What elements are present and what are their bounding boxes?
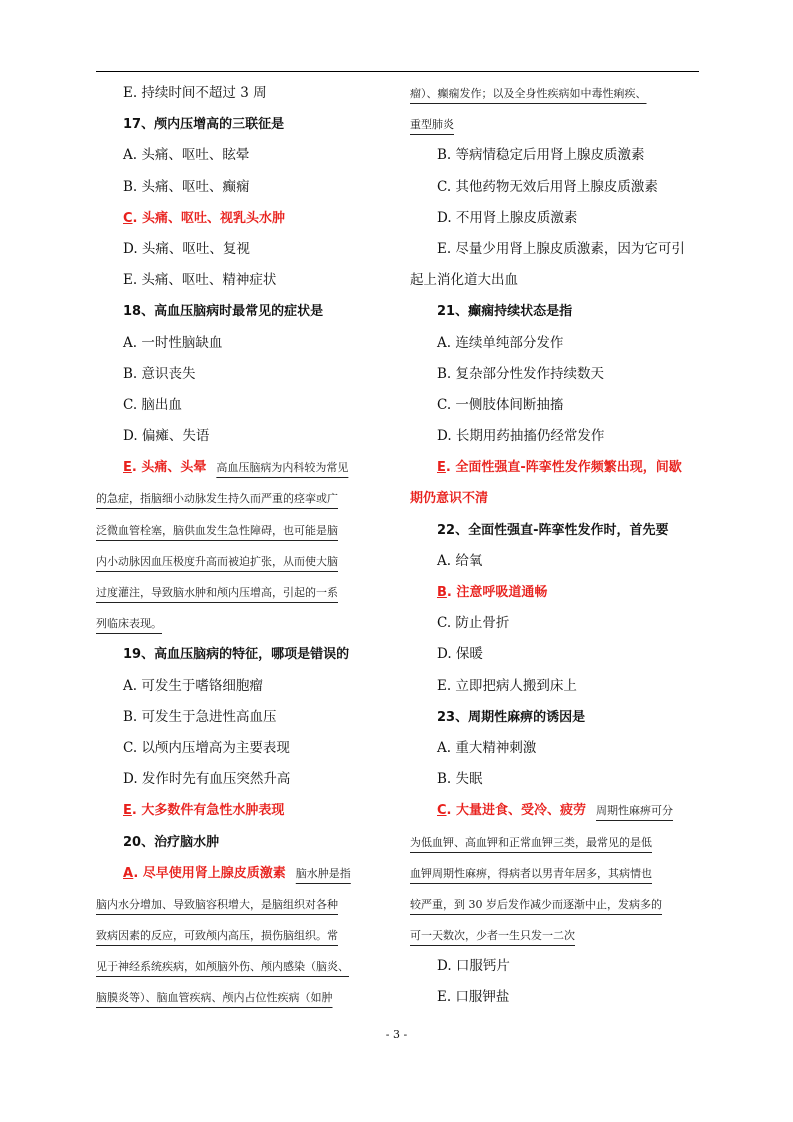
answer-letter: C <box>123 210 133 226</box>
continued-text: 起上消化道大出血 <box>410 272 518 289</box>
answer-line <box>96 203 386 234</box>
option-text: B. 复杂部分性发作持续数天 <box>437 365 605 382</box>
answer-letter: B <box>437 585 447 600</box>
explanation-text: 重型肺炎 <box>410 118 454 132</box>
option-text: D. 长期用药抽搐仍经常发作 <box>437 428 605 445</box>
option-text: A. 可发生于嗜铬细胞瘤 <box>123 677 263 694</box>
explanation-text: 高血压脑病为内科较为常见 <box>216 461 349 475</box>
explanation-line <box>410 889 700 920</box>
option-line <box>410 390 700 421</box>
option-text: B. 可发生于急进性高血压 <box>123 708 277 725</box>
question-text: 19、高血压脑病的特征，哪项是错误的 <box>123 647 350 663</box>
option-line <box>96 328 386 359</box>
page-number: - 3 - <box>385 1028 408 1041</box>
option-text: A. 连续单纯部分发作 <box>437 334 564 351</box>
option-text: A. 一时性脑缺血 <box>123 334 223 351</box>
explanation-text: 列临床表现。 <box>96 617 162 631</box>
option-line <box>410 546 700 577</box>
option-text: D. 偏瘫、失语 <box>123 428 210 445</box>
option-text: C. 防止骨折 <box>437 615 510 632</box>
option-line <box>410 639 700 670</box>
option-line <box>96 733 386 764</box>
option-text: E. 头痛、呕吐、精神症状 <box>123 272 277 289</box>
option-text: A. 给氧 <box>437 552 483 569</box>
option-text: C. 其他药物无效后用肾上腺皮质激素 <box>437 178 658 195</box>
option-line <box>96 265 386 296</box>
option-text: B. 等病情稳定后用肾上腺皮质激素 <box>437 147 645 164</box>
explanation-line <box>410 78 700 109</box>
option-text: C. 以颅内压增高为主要表现 <box>123 739 290 756</box>
explanation-line <box>96 920 386 951</box>
option-line <box>410 328 700 359</box>
option-line <box>96 764 386 795</box>
option-line <box>96 172 386 203</box>
question-line <box>410 296 700 327</box>
explanation-text: 过度灌注，导致脑水肿和颅内压增高，引起的一系 <box>96 586 338 599</box>
answer-text: . 头痛、呕吐、视乳头水肿 <box>132 210 286 226</box>
explanation-line <box>96 515 386 546</box>
explanation-line <box>96 889 386 920</box>
explanation-text: 脑内水分增加、导致脑容积增大，是脑组织对各种 <box>96 897 338 911</box>
answer-letter: C <box>437 803 447 819</box>
option-text: D. 不用肾上腺皮质激素 <box>437 209 578 226</box>
option-line <box>410 421 700 452</box>
option-line <box>410 951 700 982</box>
answer-line <box>96 452 386 483</box>
right-column <box>410 78 700 1014</box>
question-text: 20、治疗脑水肿 <box>123 834 220 850</box>
question-line <box>410 515 700 546</box>
answer-line <box>410 452 700 483</box>
option-line <box>410 172 700 203</box>
option-text: C. 一侧肢体间断抽搐 <box>437 396 564 413</box>
option-line <box>96 390 386 421</box>
option-line <box>96 671 386 702</box>
question-text: 17、颅内压增高的三联征是 <box>123 117 285 133</box>
option-text: D. 发作时先有血压突然升高 <box>123 771 291 788</box>
option-line <box>96 78 386 109</box>
text-line <box>410 265 700 296</box>
answer-line <box>96 858 386 889</box>
explanation-text: 血钾周期性麻痹，得病者以男青年居多，其病情也 <box>410 866 652 880</box>
explanation-line <box>410 109 700 140</box>
option-text: B. 意识丧失 <box>123 365 196 382</box>
explanation-line <box>96 982 386 1013</box>
explanation-text: 周期性麻痹可分 <box>596 804 674 818</box>
header-rule <box>96 71 699 72</box>
option-text: D. 头痛、呕吐、复视 <box>123 240 250 257</box>
answer-letter: E <box>123 803 132 819</box>
option-line <box>410 982 700 1013</box>
explanation-text: 致病因素的反应，可致颅内高压，损伤脑组织。常 <box>96 929 338 943</box>
option-text: B. 头痛、呕吐、癫痫 <box>123 178 250 195</box>
answer-text: . 大多数件有急性水肿表现 <box>131 803 285 819</box>
option-line <box>96 140 386 171</box>
answer-letter: A <box>123 865 134 881</box>
answer-letter: E <box>123 460 132 476</box>
explanation-text: 瘤）、癫痫发作；以及全身性疾病如中毒性痢疾、 <box>410 87 647 100</box>
answer-text: . 全面性强直-阵挛性发作频繁出现，间歇 <box>445 460 682 476</box>
option-line <box>410 764 700 795</box>
answer-text: . 尽早使用肾上腺皮质激素 <box>133 865 286 881</box>
explanation-line <box>96 483 386 514</box>
explanation-text: 为低血钾、高血钾和正常血钾三类，最常见的是低 <box>410 835 652 849</box>
answer-line <box>96 795 386 826</box>
option-line <box>410 733 700 764</box>
explanation-text: 泛微血管栓塞，脑供血发生急性障碍，也可能是脑 <box>96 523 338 537</box>
question-text: 18、高血压脑病时最常见的症状是 <box>123 304 324 320</box>
option-text: D. 口服钙片 <box>437 958 510 975</box>
option-line <box>96 421 386 452</box>
option-text: E. 立即把病人搬到床上 <box>437 677 577 694</box>
option-line <box>96 234 386 265</box>
question-text: 23、周期性麻痹的诱因是 <box>437 709 586 725</box>
option-text: C. 脑出血 <box>123 396 182 413</box>
answer-text: 期仍意识不清 <box>410 491 489 507</box>
answer-text: . 大量进食、受冷、疲劳 <box>446 803 587 819</box>
option-line <box>410 359 700 390</box>
answer-letter: E <box>437 460 446 476</box>
option-line <box>410 608 700 639</box>
explanation-text: 脑膜炎等）、脑血管疾病、颅内占位性疾病（如肿 <box>96 991 333 1005</box>
question-line <box>96 639 386 670</box>
explanation-line <box>410 858 700 889</box>
answer-text: . 头痛、头晕 <box>131 460 207 476</box>
option-line <box>410 140 700 171</box>
explanation-line <box>410 827 700 858</box>
explanation-text: 脑水肿是指 <box>295 866 351 880</box>
left-column <box>96 78 386 1014</box>
answer-continuation <box>410 483 700 514</box>
question-line <box>96 827 386 858</box>
option-text: A. 头痛、呕吐、眩晕 <box>123 147 250 164</box>
explanation-line <box>96 577 386 608</box>
option-text: E. 持续时间不超过 3 周 <box>123 85 267 101</box>
explanation-text: 可一天数次，少者一生只发一二次 <box>410 929 575 943</box>
explanation-line <box>96 951 386 982</box>
explanation-text: 较严重，到 30 岁后发作减少而逐渐中止，发病多的 <box>410 897 662 911</box>
question-text: 22、全面性强直-阵挛性发作时，首先要 <box>437 522 669 538</box>
option-line <box>410 671 700 702</box>
explanation-text: 内小动脉因血压极度升高而被迫扩张，从而使大脑 <box>96 554 338 568</box>
explanation-text: 见于神经系统疾病，如颅脑外伤、颅内感染（脑炎、 <box>96 960 349 974</box>
explanation-line <box>96 546 386 577</box>
question-line <box>96 109 386 140</box>
explanation-line <box>410 920 700 951</box>
option-text: E. 尽量少用肾上腺皮质激素，因为它可引 <box>437 240 685 257</box>
option-line <box>96 359 386 390</box>
question-line <box>410 702 700 733</box>
answer-line <box>410 577 700 608</box>
explanation-line <box>96 608 386 639</box>
option-line <box>410 203 700 234</box>
question-text: 21、癫痫持续状态是指 <box>437 304 573 320</box>
answer-text: . 注意呼吸道通畅 <box>446 585 548 600</box>
option-text: E. 口服钾盐 <box>437 989 510 1006</box>
option-text: B. 失眠 <box>437 771 483 788</box>
option-line <box>96 702 386 733</box>
answer-line <box>410 795 700 826</box>
question-line <box>96 296 386 327</box>
option-text: A. 重大精神刺激 <box>437 739 537 756</box>
explanation-text: 的急症，指脑细小动脉发生持久而严重的痉挛或广 <box>96 492 338 506</box>
option-text: D. 保暖 <box>437 646 483 663</box>
option-line <box>410 234 700 265</box>
